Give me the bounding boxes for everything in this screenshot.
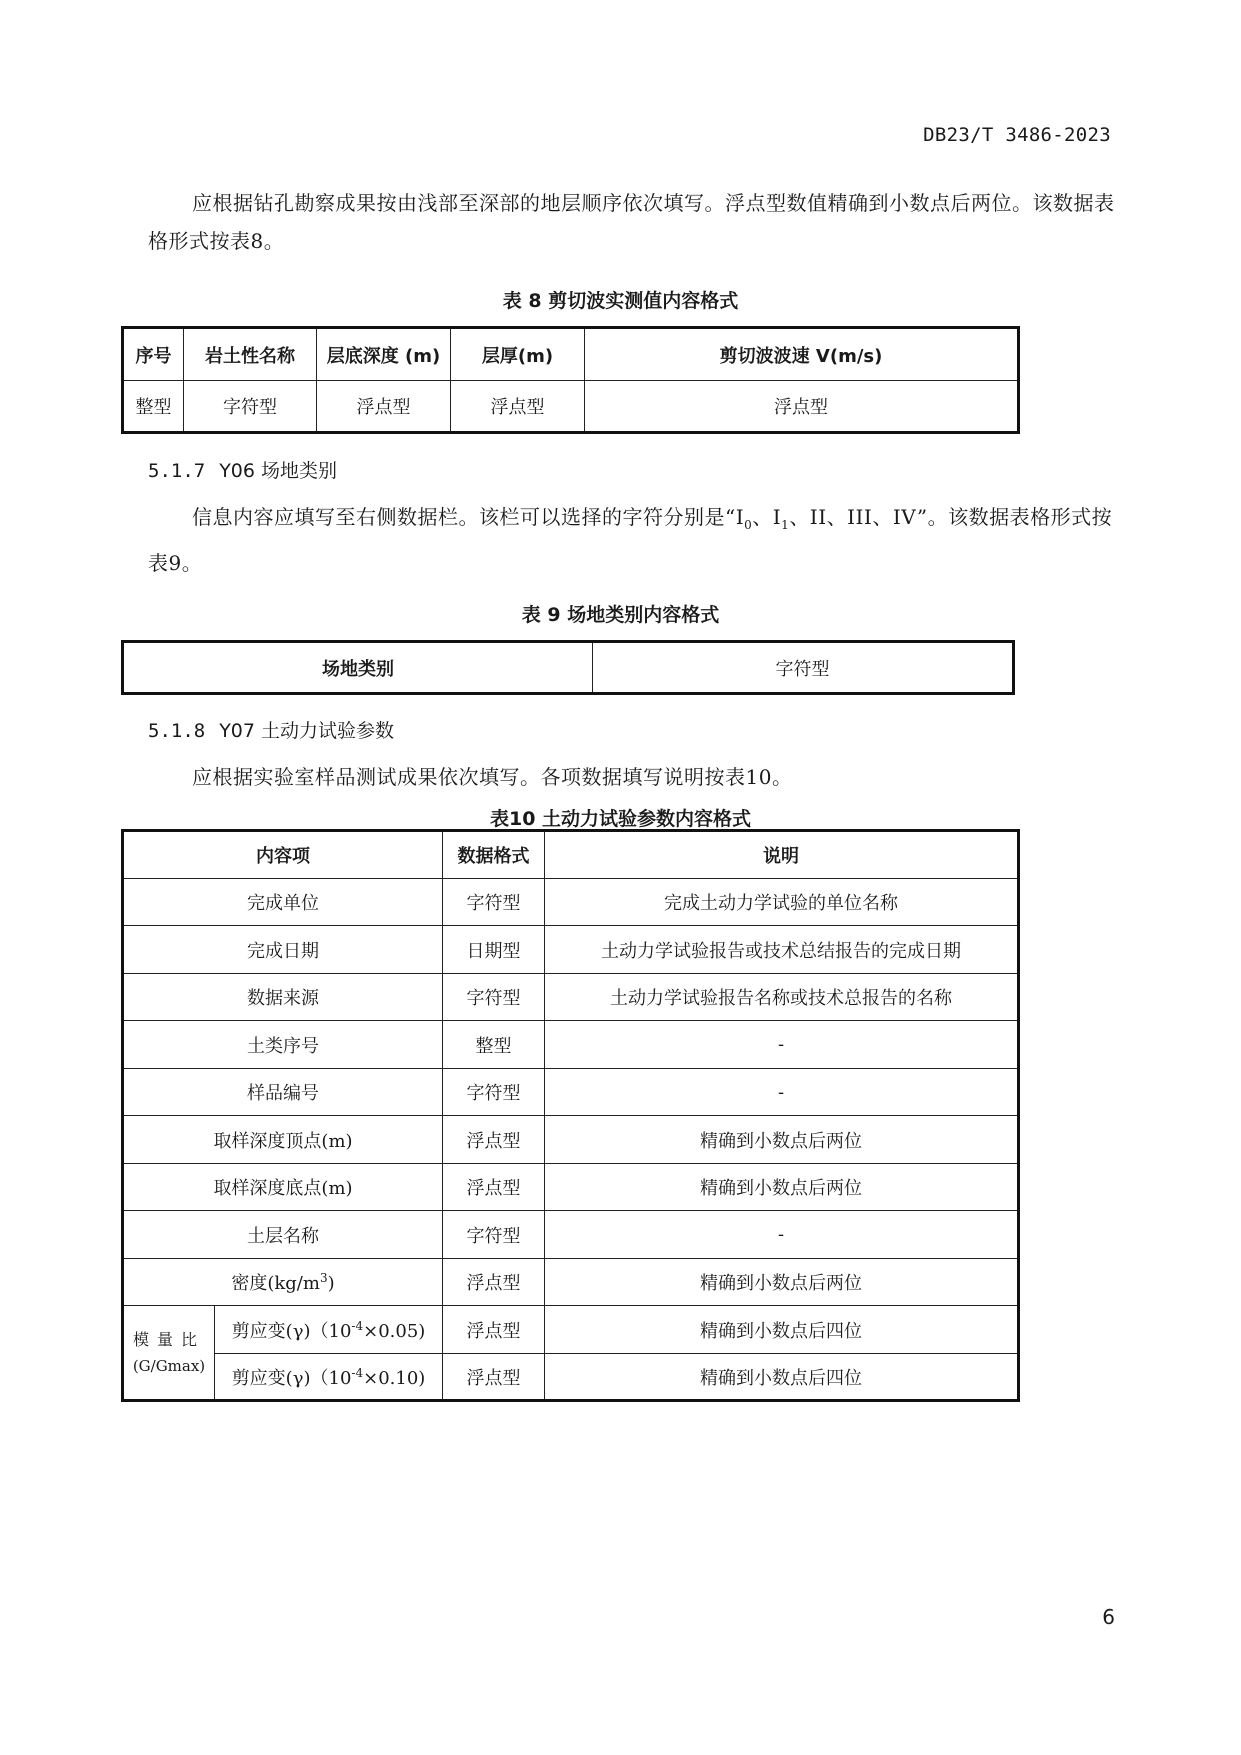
strain-suffix: ×0.05) <box>363 1320 426 1342</box>
document-code: DB23/T 3486-2023 <box>923 124 1111 146</box>
table10-desc-cell: 完成土动力学试验的单位名称 <box>545 879 1019 926</box>
table10-item-cell: 完成日期 <box>123 926 443 974</box>
table8-cell: 整型 <box>123 381 184 433</box>
strain-prefix: 剪应变(γ)（10 <box>231 1367 352 1389</box>
table10-type-cell: 整型 <box>443 1021 545 1069</box>
paragraph-site-class <box>148 498 1123 582</box>
table8-caption: 表 8 剪切波实测值内容格式 <box>502 290 739 312</box>
paragraph-intro: 应根据钻孔勘察成果按由浅部至深部的地层顺序依次填写。浮点型数值精确到小数点后两位。该数据表格形式按表8。 <box>148 191 1115 253</box>
table8-header-cell: 剪切波波速 V(m/s) <box>585 328 1019 381</box>
table8-header-row <box>123 328 1019 381</box>
table10-desc-cell: 精确到小数点后两位 <box>545 1116 1019 1164</box>
table-row <box>123 642 1014 694</box>
strain-suffix: ×0.10) <box>363 1367 426 1389</box>
table10-desc-cell: - <box>545 1211 1019 1259</box>
table8-cell: 浮点型 <box>451 381 585 433</box>
section-heading-518 <box>148 716 394 743</box>
table8 <box>121 326 1020 434</box>
table-row <box>123 1164 1019 1211</box>
table10-item-cell: 完成单位 <box>123 879 443 926</box>
table10-strain-cell <box>215 1306 443 1354</box>
table-row <box>123 1211 1019 1259</box>
table9-type-cell: 字符型 <box>593 642 1014 694</box>
table10-desc-cell: - <box>545 1021 1019 1069</box>
table10-type-cell: 浮点型 <box>443 1306 545 1354</box>
table8-header-cell: 层厚(m) <box>451 328 585 381</box>
table-row <box>123 381 1019 433</box>
table9 <box>121 640 1015 695</box>
table-row <box>123 879 1019 926</box>
table-row <box>123 1116 1019 1164</box>
table10-item-cell: 样品编号 <box>123 1069 443 1116</box>
modulus-label-line2: (G/Gmax) <box>132 1356 206 1375</box>
table-row <box>123 974 1019 1021</box>
table9-caption: 表 9 场地类别内容格式 <box>521 604 720 626</box>
strain-exponent: -4 <box>351 1318 364 1333</box>
para2-subscript-0: 0 <box>744 518 753 532</box>
density-label: 密度(kg/m <box>231 1273 320 1294</box>
table10-desc-cell: 精确到小数点后四位 <box>545 1306 1019 1354</box>
table10-item-cell: 取样深度顶点(m) <box>123 1116 443 1164</box>
table10-item-cell: 土类序号 <box>123 1021 443 1069</box>
para2-text-before: 信息内容应填写至右侧数据栏。该栏可以选择的字符分别是“I <box>192 505 745 529</box>
section-number: 5.1.7 <box>148 460 206 482</box>
section-number: 5.1.8 <box>148 720 206 742</box>
table10-caption: 表10 土动力试验参数内容格式 <box>489 808 752 830</box>
table10-header-cell: 说明 <box>545 831 1019 879</box>
table10-header-cell: 数据格式 <box>443 831 545 879</box>
table10-item-cell: 土层名称 <box>123 1211 443 1259</box>
table-row <box>123 1306 1019 1354</box>
para2-text-after: 、II、III、IV”。该数据表格形式按表9。 <box>148 505 1113 575</box>
para2-subscript-1: 1 <box>781 518 790 532</box>
table10-type-cell: 字符型 <box>443 1211 545 1259</box>
table10-desc-cell: 土动力学试验报告或技术总结报告的完成日期 <box>545 926 1019 974</box>
table10-desc-cell: 精确到小数点后两位 <box>545 1259 1019 1306</box>
table8-cell: 字符型 <box>184 381 317 433</box>
table10-type-cell: 浮点型 <box>443 1164 545 1211</box>
table8-cell: 浮点型 <box>317 381 451 433</box>
section-heading-517 <box>148 456 337 483</box>
table10-modulus-label-cell <box>123 1306 215 1401</box>
table8-header-cell: 层底深度 (m) <box>317 328 451 381</box>
table10-type-cell: 字符型 <box>443 879 545 926</box>
section-title: Y07 土动力试验参数 <box>219 720 395 742</box>
strain-exponent: -4 <box>351 1365 364 1380</box>
density-label-close: ) <box>327 1273 335 1294</box>
table10-type-cell: 字符型 <box>443 974 545 1021</box>
table10-type-cell: 浮点型 <box>443 1259 545 1306</box>
table8-header-cell: 序号 <box>123 328 184 381</box>
paragraph-soil-dynamics: 应根据实验室样品测试成果依次填写。各项数据填写说明按表10。 <box>192 765 793 789</box>
table10-header-cell: 内容项 <box>123 831 443 879</box>
table10 <box>121 829 1020 1402</box>
table10-item-cell: 数据来源 <box>123 974 443 1021</box>
modulus-label-line1: 模量比 <box>132 1329 205 1349</box>
table10-desc-cell: 精确到小数点后两位 <box>545 1164 1019 1211</box>
table9-label-cell: 场地类别 <box>123 642 593 694</box>
table10-item-cell: 取样深度底点(m) <box>123 1164 443 1211</box>
table-row <box>123 1354 1019 1401</box>
table10-type-cell: 浮点型 <box>443 1116 545 1164</box>
para2-text-mid: 、I <box>752 505 782 529</box>
table10-desc-cell: 精确到小数点后四位 <box>545 1354 1019 1401</box>
table8-header-cell: 岩土性名称 <box>184 328 317 381</box>
table10-density-cell <box>123 1259 443 1306</box>
density-superscript: 3 <box>319 1271 328 1285</box>
table10-type-cell: 日期型 <box>443 926 545 974</box>
table8-cell: 浮点型 <box>585 381 1019 433</box>
table-row <box>123 926 1019 974</box>
section-title: Y06 场地类别 <box>219 460 338 482</box>
table10-type-cell: 浮点型 <box>443 1354 545 1401</box>
table10-desc-cell: - <box>545 1069 1019 1116</box>
table10-type-cell: 字符型 <box>443 1069 545 1116</box>
table10-header-row <box>123 831 1019 879</box>
table-row <box>123 1259 1019 1306</box>
table10-desc-cell: 土动力学试验报告名称或技术总报告的名称 <box>545 974 1019 1021</box>
page-number: 6 <box>1102 1605 1115 1629</box>
table-row <box>123 1021 1019 1069</box>
table-row <box>123 1069 1019 1116</box>
table10-strain-cell <box>215 1354 443 1401</box>
strain-prefix: 剪应变(γ)（10 <box>231 1320 352 1342</box>
